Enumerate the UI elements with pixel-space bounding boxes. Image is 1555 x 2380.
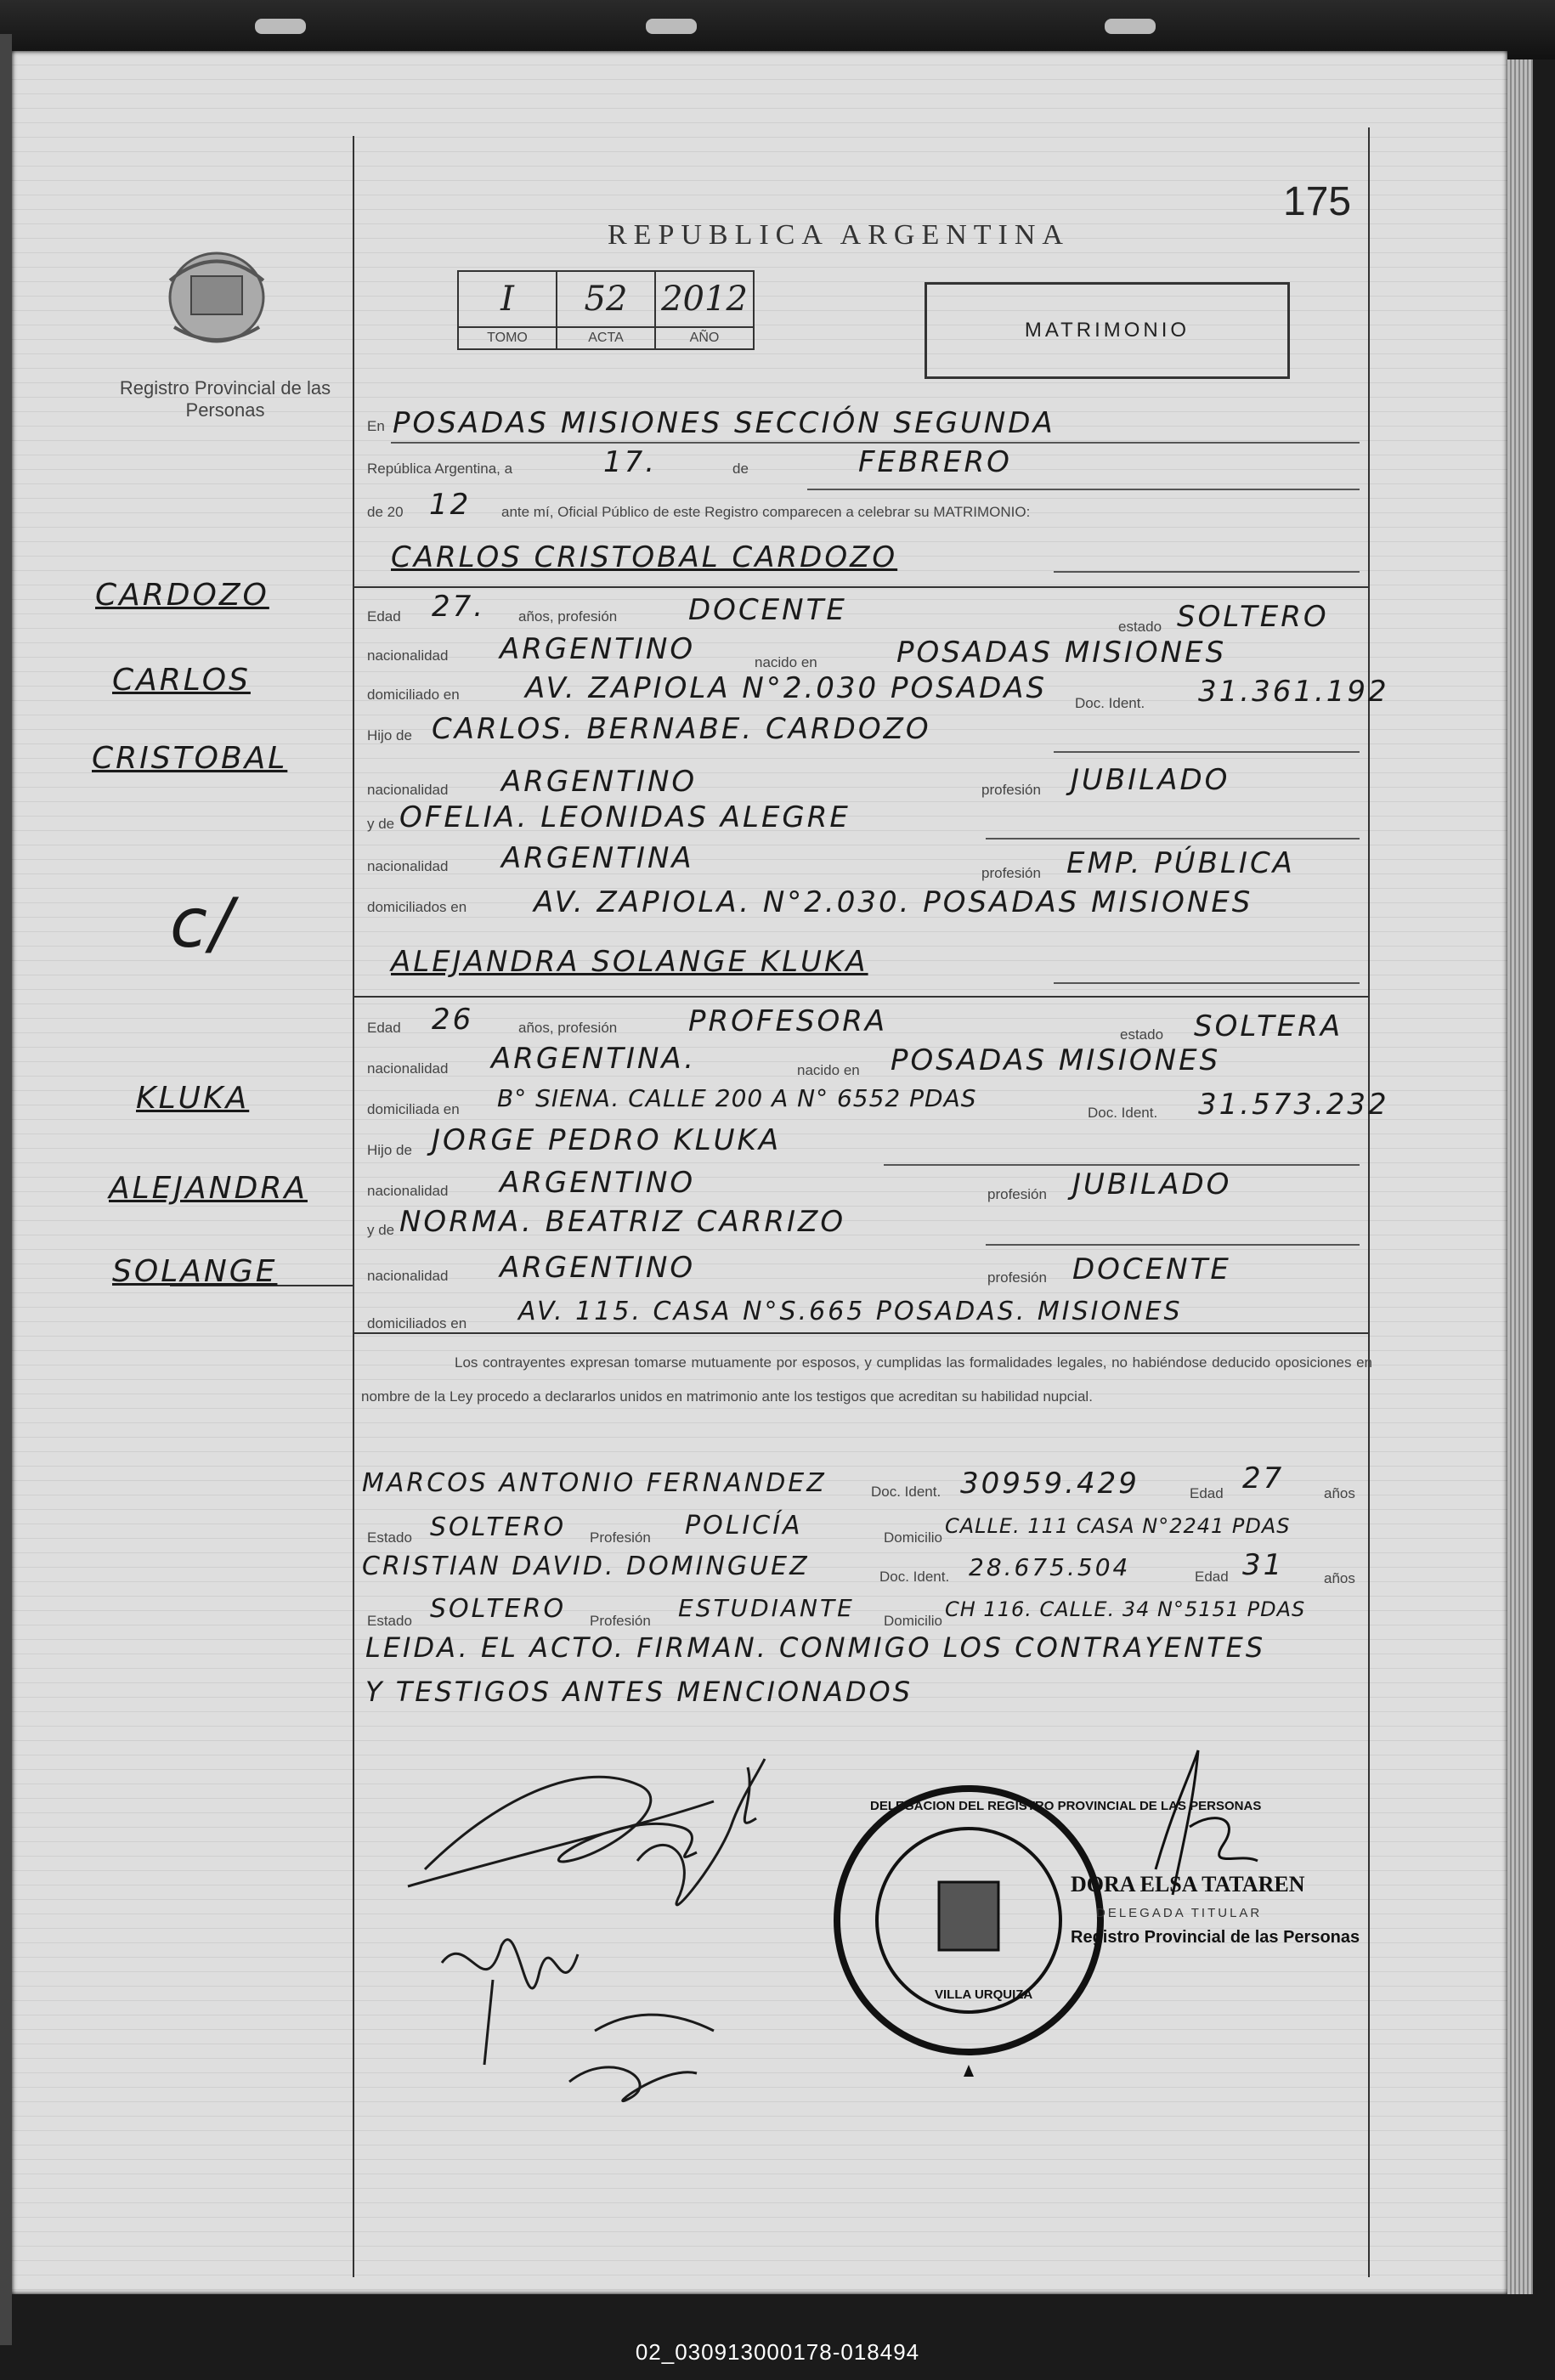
bride-mother-nationality: ARGENTINO — [500, 1251, 696, 1285]
groom-birthplace: POSADAS MISIONES — [896, 636, 1227, 670]
bride-nationality: ARGENTINA. — [491, 1042, 697, 1076]
groom-father-nationality: ARGENTINO — [501, 765, 698, 799]
provincial-seal-icon — [153, 246, 280, 348]
bride-estado-label: estado — [1120, 1026, 1164, 1043]
groom-estado-label: estado — [1118, 619, 1162, 635]
groom-mother-profession: EMP. PÚBLICA — [1066, 846, 1295, 880]
groom-parents-address: AV. ZAPIOLA. N°2.030. POSADAS MISIONES — [534, 885, 1253, 919]
groom-mother-line — [986, 838, 1360, 840]
groom-full-name: CARLOS CRISTOBAL CARDOZO — [391, 540, 898, 574]
year-value: 12 — [429, 488, 472, 522]
bride-father-nat-label: nacionalidad — [367, 1183, 449, 1199]
record-number-box — [457, 270, 755, 350]
witness1-name: MARCOS ANTONIO FERNANDEZ — [362, 1468, 827, 1498]
bride-dom-label: domiciliada en — [367, 1101, 460, 1117]
witness2-name: CRISTIAN DAVID. DOMINGUEZ — [362, 1552, 810, 1581]
margin-groom-surname: CARDOZO — [95, 578, 269, 613]
bride-doc-label: Doc. Ident. — [1088, 1105, 1158, 1121]
witness2-anos-label: años — [1324, 1570, 1355, 1586]
acta-label: ACTA — [557, 327, 655, 349]
groom-profesion-label: años, profesión — [518, 608, 618, 625]
de-label: de — [732, 461, 749, 477]
acta-value: 52 — [557, 271, 655, 327]
witness2-prof-label: Profesión — [590, 1613, 651, 1629]
groom-address: AV. ZAPIOLA N°2.030 POSADAS — [525, 671, 1048, 705]
witness2-profession: ESTUDIANTE — [678, 1594, 855, 1622]
bride-doc: 31.573.232 — [1198, 1088, 1389, 1122]
bride-profesion-label: años, profesión — [518, 1020, 618, 1036]
signature-scribbles — [408, 1759, 765, 2101]
witness2-address: CH 116. CALLE. 34 N°5151 PDAS — [945, 1597, 1306, 1621]
tomo-value: I — [458, 271, 557, 327]
month-line — [807, 489, 1360, 490]
official-org: Registro Provincial de las Personas — [1071, 1928, 1360, 1947]
record-type-box: MATRIMONIO — [925, 282, 1290, 379]
groom-father-line — [1054, 751, 1360, 753]
groom-mother: OFELIA. LEONIDAS ALEGRE — [399, 800, 851, 834]
official-stamp — [837, 1789, 1100, 2077]
groom-yde-label: y de — [367, 816, 395, 832]
groom-hijo-label: Hijo de — [367, 727, 412, 743]
republica-label: República Argentina, a — [367, 461, 513, 477]
groom-father-profession: JUBILADO — [1071, 763, 1230, 797]
witness1-edad-label: Edad — [1190, 1485, 1224, 1501]
groom-father-nat-label: nacionalidad — [367, 782, 449, 798]
bride-section-divider — [353, 996, 1368, 998]
binder-spine — [0, 34, 12, 2345]
bride-mother-prof-label: profesión — [987, 1269, 1047, 1286]
bride-hijo-label: Hijo de — [367, 1142, 412, 1158]
groom-mother-prof-label: profesión — [981, 865, 1041, 881]
bride-birthplace: POSADAS MISIONES — [891, 1043, 1221, 1077]
binder-hole — [1105, 19, 1156, 34]
witness1-age: 27 — [1242, 1461, 1285, 1495]
witness2-doc: 28.675.504 — [969, 1553, 1131, 1581]
groom-dom-label: domiciliado en — [367, 687, 460, 703]
witness2-status: SOLTERO — [430, 1594, 567, 1624]
ano-label: AÑO — [655, 327, 754, 349]
official-name: DORA ELSA TATAREN — [1071, 1872, 1305, 1897]
witness2-estado-label: Estado — [367, 1613, 412, 1629]
groom-edad-label: Edad — [367, 608, 401, 625]
groom-name-line — [1054, 571, 1360, 573]
bride-edad-label: Edad — [367, 1020, 401, 1036]
page-number: 175 — [1283, 179, 1352, 224]
margin-bride-name1: ALEJANDRA — [109, 1171, 308, 1206]
bride-yde-label: y de — [367, 1222, 395, 1238]
bride-parents-address: AV. 115. CASA N°S.665 POSADAS. MISIONES — [518, 1297, 1183, 1326]
closing-line-1: LEIDA. EL ACTO. FIRMAN. CONMIGO LOS CONTRAYENTES — [365, 1631, 1266, 1664]
bride-address: B° SIENA. CALLE 200 A N° 6552 PDAS — [497, 1084, 977, 1112]
witness1-dom-label: Domicilio — [884, 1529, 942, 1546]
groom-profession: DOCENTE — [688, 593, 847, 627]
bride-mother: NORMA. BEATRIZ CARRIZO — [399, 1205, 846, 1239]
place-line — [391, 442, 1360, 444]
witness2-dom-label: Domicilio — [884, 1613, 942, 1629]
official-title: DELEGADA TITULAR — [1096, 1906, 1263, 1920]
witness2-edad-label: Edad — [1195, 1569, 1229, 1585]
bride-age: 26 — [432, 1003, 474, 1037]
groom-age: 27. — [432, 590, 486, 624]
stamp-center-text: VILLA URQUIZA — [935, 1987, 1033, 2002]
year-prefix: de 20 — [367, 504, 404, 520]
witness1-status: SOLTERO — [430, 1512, 567, 1542]
ano-value: 2012 — [655, 271, 754, 327]
groom-doc: 31.361.192 — [1198, 675, 1389, 709]
closing-line-2: Y TESTIGOS ANTES MENCIONADOS — [365, 1676, 913, 1708]
bride-parents-dom-label: domiciliados en — [367, 1315, 467, 1331]
margin-bride-name2: SOLANGE — [112, 1254, 278, 1289]
groom-nacido-label: nacido en — [755, 654, 817, 670]
day-value: 17. — [603, 445, 658, 479]
witness1-profession: POLICÍA — [685, 1511, 803, 1540]
month-value: FEBRERO — [858, 445, 1012, 479]
bride-mother-nat-label: nacionalidad — [367, 1268, 449, 1284]
declaration-divider — [353, 1332, 1368, 1334]
page-stack-edge — [1507, 59, 1533, 2294]
binder-hole — [646, 19, 697, 34]
bride-name-line — [1054, 982, 1360, 984]
place-value: POSADAS MISIONES SECCIÓN SEGUNDA — [393, 406, 1055, 440]
groom-mother-nat-label: nacionalidad — [367, 858, 449, 874]
bride-father-profession: JUBILADO — [1072, 1167, 1232, 1201]
country-heading: REPUBLICA ARGENTINA — [608, 219, 1070, 251]
witness1-doc: 30959.429 — [960, 1467, 1139, 1501]
en-label: En — [367, 418, 385, 434]
margin-divider — [353, 136, 354, 2277]
witness2-doc-label: Doc. Ident. — [879, 1569, 950, 1585]
groom-father-prof-label: profesión — [981, 782, 1041, 798]
bride-nacido-label: nacido en — [797, 1062, 860, 1078]
document-id: 02_030913000178-018494 — [635, 2339, 920, 2365]
margin-bride-surname: KLUKA — [136, 1081, 250, 1116]
bride-father-prof-label: profesión — [987, 1186, 1047, 1202]
witness1-doc-label: Doc. Ident. — [871, 1484, 941, 1500]
groom-parents-dom-label: domiciliados en — [367, 899, 467, 915]
witness1-address: CALLE. 111 CASA N°2241 PDAS — [945, 1514, 1291, 1538]
groom-status: SOLTERO — [1177, 600, 1329, 634]
groom-father: CARLOS. BERNABE. CARDOZO — [432, 712, 931, 746]
witness1-prof-label: Profesión — [590, 1529, 651, 1546]
bride-full-name: ALEJANDRA SOLANGE KLUKA — [391, 945, 868, 979]
bride-status: SOLTERA — [1194, 1009, 1343, 1043]
margin-connector: c/ — [170, 884, 235, 963]
registry-name: Registro Provincial de las Personas — [119, 377, 331, 421]
witness1-estado-label: Estado — [367, 1529, 412, 1546]
stamp-ring-text: DELEGACION DEL REGISTRO PROVINCIAL DE LAS PERSONAS — [870, 1799, 1262, 1813]
witness2-age: 31 — [1242, 1548, 1285, 1582]
bride-profession: PROFESORA — [688, 1004, 888, 1038]
bride-father-line — [884, 1164, 1360, 1166]
appearance-statement: ante mí, Oficial Público de este Registro comparecen a celebrar su MATRIMONIO: — [501, 504, 1031, 520]
groom-nationality: ARGENTINO — [500, 632, 696, 666]
groom-section-divider — [353, 586, 1368, 588]
bride-father: JORGE PEDRO KLUKA — [432, 1123, 782, 1157]
groom-doc-label: Doc. Ident. — [1075, 695, 1145, 711]
binder-hole — [255, 19, 306, 34]
bride-mother-line — [986, 1244, 1360, 1246]
bride-nat-label: nacionalidad — [367, 1060, 449, 1077]
margin-groom-name2: CRISTOBAL — [92, 741, 288, 776]
groom-mother-nationality: ARGENTINA — [501, 841, 694, 875]
margin-groom-name1: CARLOS — [112, 663, 251, 698]
witness1-anos-label: años — [1324, 1485, 1355, 1501]
tomo-label: TOMO — [458, 327, 557, 349]
declaration-text: Los contrayentes expresan tomarse mutuamente por esposos, y cumplidas las formalidades legales, no habiéndose deducido oposiciones en nombre de la Ley procedo a declararlos unidos en matrimonio ante los testigos que acreditan su habilidad nupcial. — [361, 1354, 1372, 1405]
bride-father-nationality: ARGENTINO — [500, 1166, 696, 1200]
bride-mother-profession: DOCENTE — [1072, 1252, 1231, 1286]
signatures-area — [357, 1725, 1377, 2116]
groom-nat-label: nacionalidad — [367, 647, 449, 664]
